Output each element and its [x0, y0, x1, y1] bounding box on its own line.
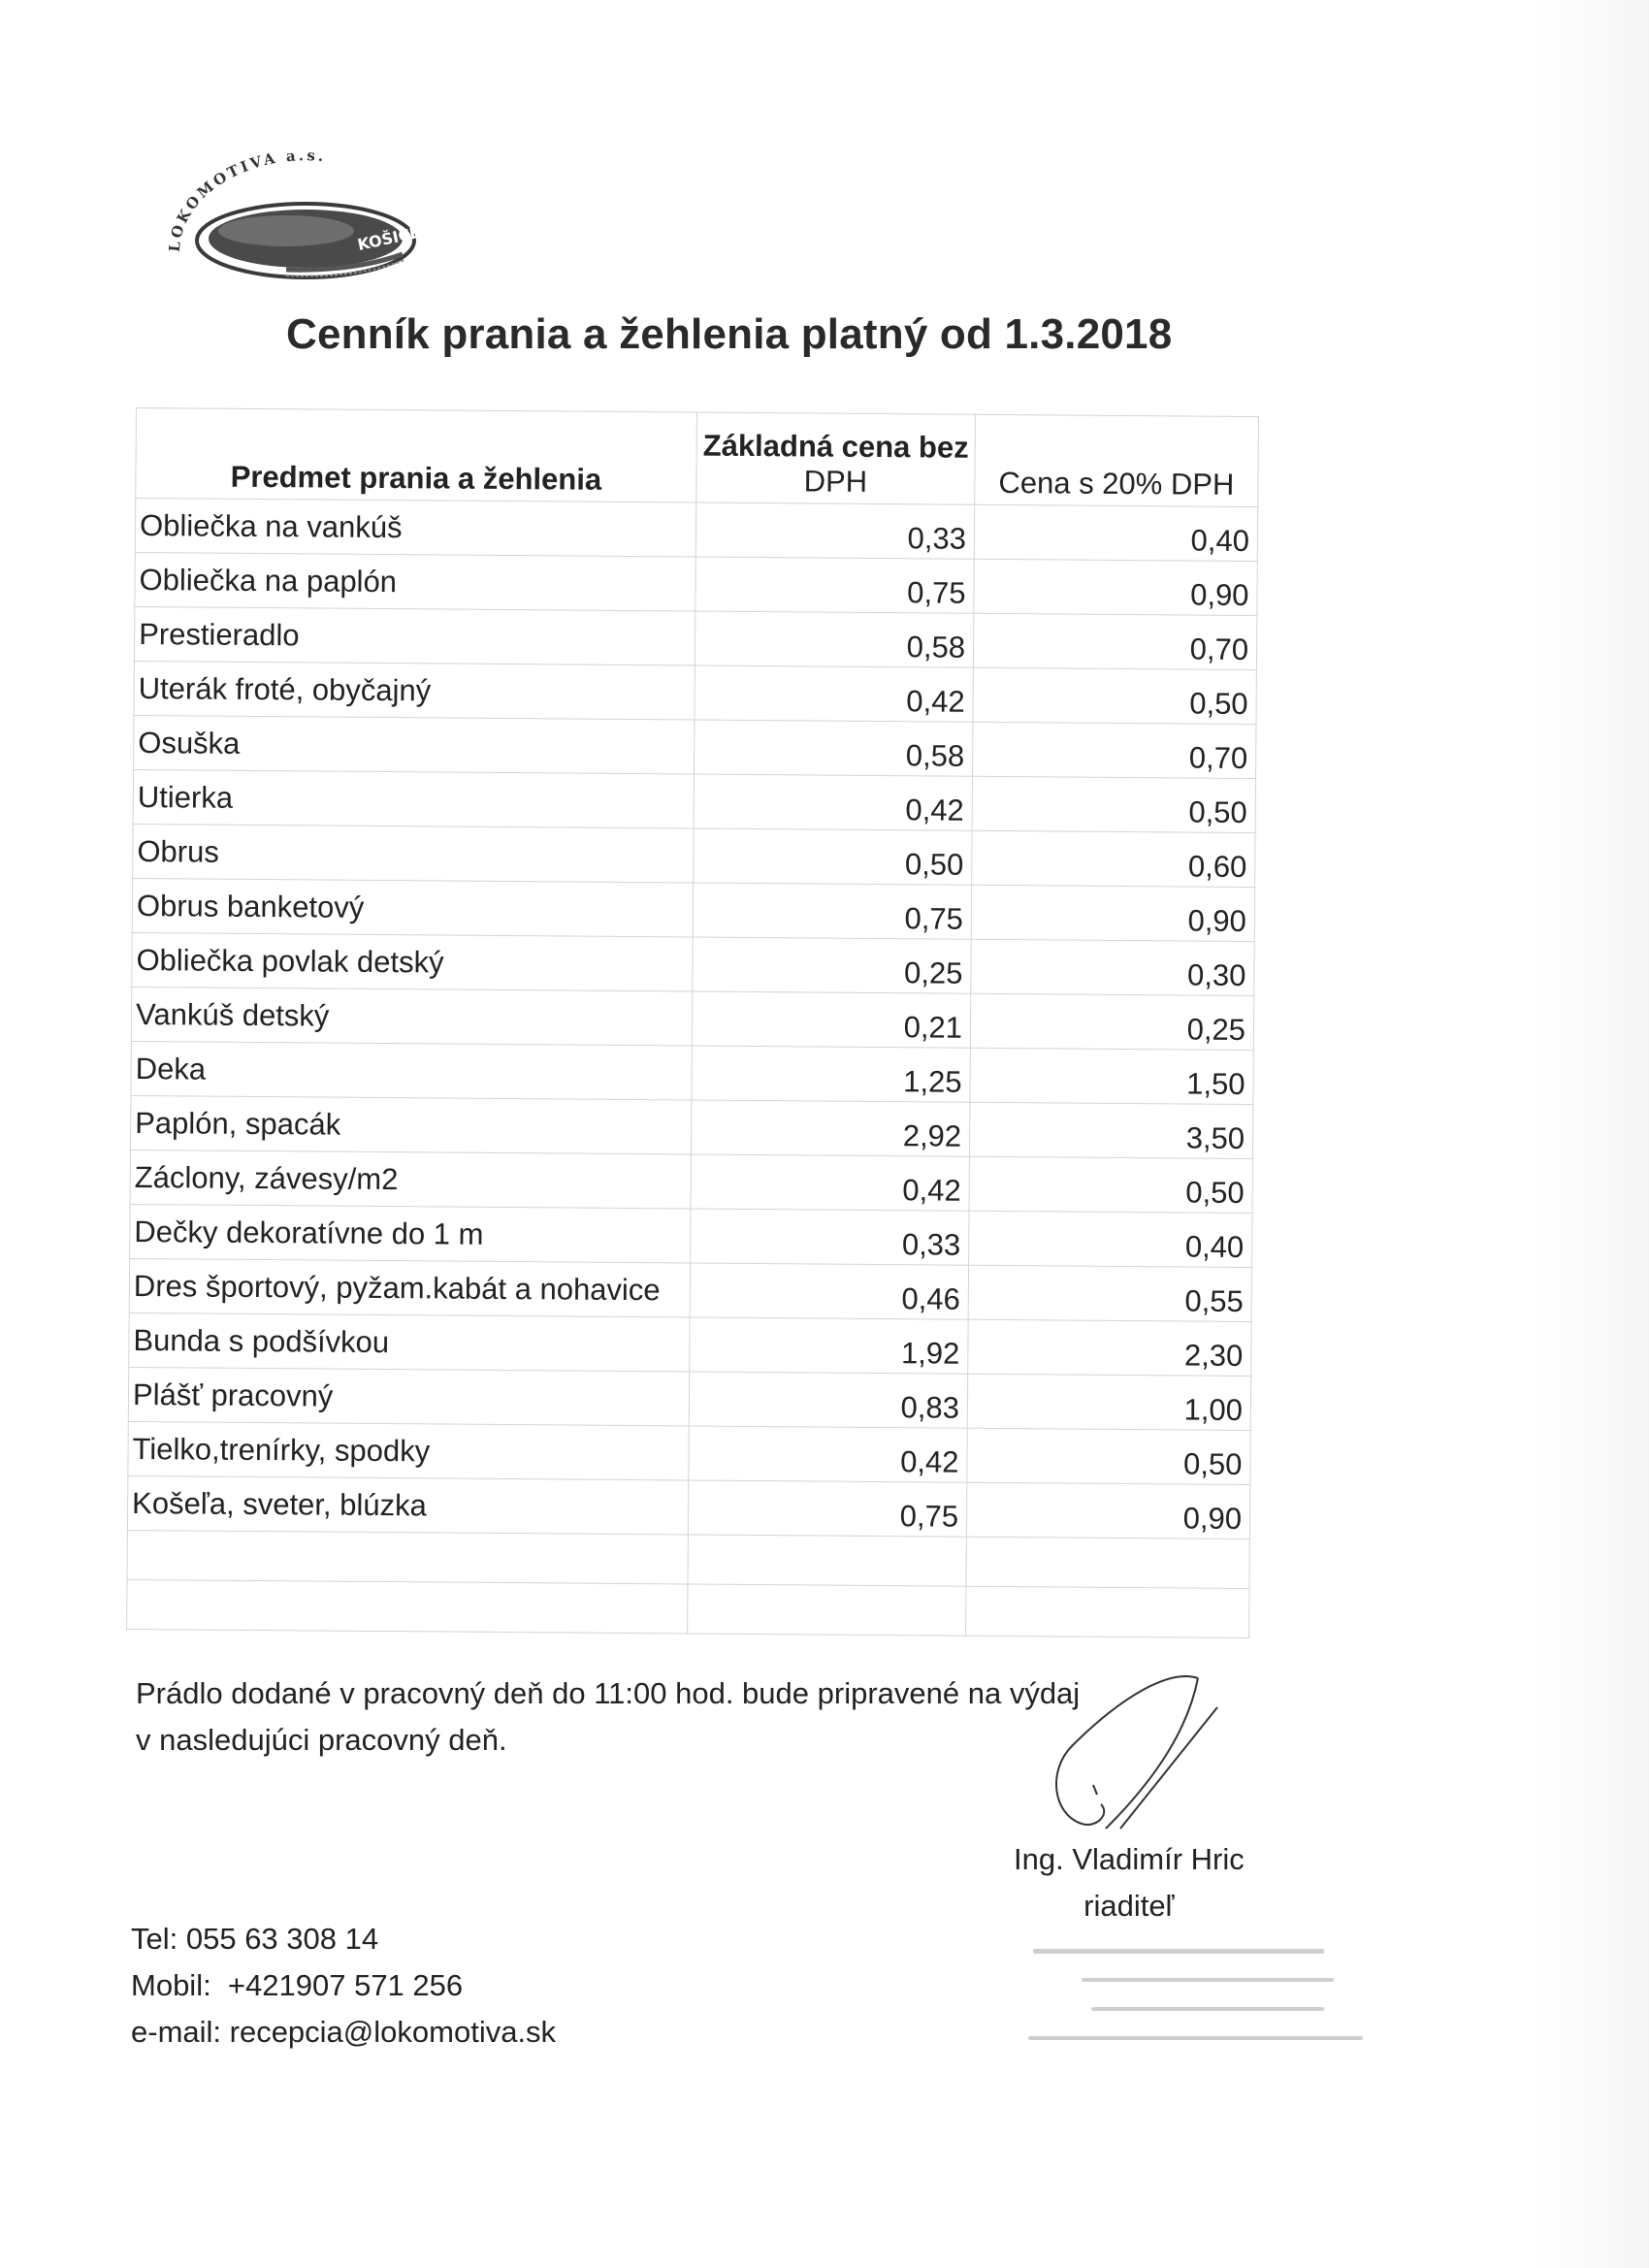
row-vat-price: 0,50 [973, 667, 1256, 724]
row-vat-price: 0,40 [969, 1211, 1252, 1267]
table-row [129, 1258, 1251, 1321]
row-base-price: 0,42 [694, 774, 972, 830]
row-item-name: Obrus [133, 824, 694, 883]
row-base-price: 1,25 [692, 1046, 970, 1102]
row-base-price: 0,58 [695, 611, 973, 667]
row-vat-price: 0,40 [974, 504, 1257, 561]
table-row [130, 1095, 1252, 1158]
row-base-price: 0,33 [691, 1209, 969, 1265]
handwritten-signature [1043, 1669, 1237, 1843]
row-item-name: Uterák froté, obyčajný [134, 661, 695, 720]
row-base-price: 0,46 [690, 1263, 968, 1319]
table-row-empty [127, 1579, 1249, 1637]
row-item-name: Dres športový, pyžam.kabát a nohavice [129, 1258, 690, 1317]
row-item-name: Bunda s podšívkou [129, 1312, 690, 1372]
faded-company-stamp [1023, 1935, 1373, 2061]
row-item-name: Utierka [133, 769, 694, 828]
row-item-name: Záclony, závesy/m2 [130, 1150, 691, 1209]
table-row [134, 606, 1256, 669]
empty-cell [966, 1537, 1249, 1588]
header-vat-price: Cena s 20% DPH [975, 414, 1259, 506]
row-base-price: 0,50 [694, 828, 972, 885]
delivery-note-line2: v nasledujúci pracovný deň. [136, 1723, 507, 1757]
contact-phone: Tel: 055 63 308 14 [131, 1922, 379, 1956]
row-base-price: 0,42 [695, 665, 973, 722]
row-item-name: Dečky dekoratívne do 1 m [130, 1204, 691, 1263]
row-vat-price: 0,30 [971, 939, 1254, 995]
row-vat-price: 1,50 [970, 1048, 1253, 1104]
row-vat-price: 0,90 [971, 885, 1254, 941]
table-row [132, 932, 1254, 995]
table-row-empty [127, 1530, 1249, 1588]
row-item-name: Deka [131, 1041, 692, 1100]
row-item-name: Tielko,trenírky, spodky [128, 1421, 689, 1480]
contact-block [131, 1916, 556, 2056]
table-row [128, 1367, 1250, 1430]
row-vat-price: 0,55 [968, 1265, 1251, 1321]
table-row [134, 715, 1256, 778]
table-row [129, 1312, 1251, 1376]
row-base-price: 2,92 [691, 1100, 969, 1156]
table-row [135, 552, 1257, 615]
logo-emblem [160, 146, 432, 291]
scan-page-edge [1533, 0, 1649, 2268]
delivery-note [136, 1670, 1080, 1764]
signer-block [1014, 1836, 1245, 1929]
row-vat-price: 0,60 [972, 830, 1255, 887]
table-row [131, 987, 1253, 1050]
row-item-name: Obliečka povlak detský [132, 932, 693, 991]
table-row [135, 499, 1257, 562]
row-vat-price: 0,70 [973, 613, 1256, 669]
row-vat-price: 0,50 [969, 1156, 1252, 1213]
row-item-name: Prestieradlo [134, 606, 695, 665]
empty-cell [688, 1535, 966, 1586]
row-vat-price: 0,90 [974, 559, 1257, 615]
table-row [128, 1421, 1250, 1484]
empty-cell [688, 1584, 966, 1636]
row-vat-price: 0,50 [967, 1428, 1250, 1484]
signer-role: riaditeľ [1083, 1889, 1175, 1923]
row-item-name: Obliečka na paplón [135, 552, 695, 611]
row-base-price: 0,25 [693, 937, 971, 993]
row-item-name: Obliečka na vankúš [135, 499, 695, 558]
table-body [127, 499, 1258, 1638]
row-base-price: 0,75 [693, 883, 971, 939]
table-row [127, 1475, 1249, 1539]
row-item-name: Košeľa, sveter, blúzka [127, 1475, 688, 1535]
header-base-line2: DPH [803, 464, 868, 499]
header-base-line1: Základná cena bez [702, 428, 969, 465]
row-vat-price: 1,00 [967, 1374, 1250, 1430]
row-vat-price: 3,50 [969, 1102, 1252, 1158]
page-title: Cenník prania a žehlenia platný od 1.3.2018 [286, 310, 1173, 358]
delivery-note-line1: Prádlo dodané v pracovný deň do 11:00 hod. bude pripravené na výdaj [136, 1676, 1081, 1710]
row-vat-price: 0,90 [966, 1482, 1249, 1539]
row-base-price: 0,42 [691, 1154, 969, 1211]
row-base-price: 0,75 [695, 557, 974, 613]
table-row [132, 878, 1254, 941]
table-row [131, 1041, 1253, 1104]
row-item-name: Paplón, spacák [130, 1095, 691, 1154]
empty-cell [127, 1530, 688, 1584]
header-base-price [696, 412, 976, 504]
row-base-price: 0,33 [695, 502, 974, 559]
row-vat-price: 2,30 [968, 1319, 1251, 1376]
row-base-price: 0,42 [689, 1426, 967, 1482]
table-row [133, 769, 1255, 832]
row-vat-price: 0,50 [972, 776, 1255, 832]
row-base-price: 0,21 [692, 991, 970, 1048]
signer-name: Ing. Vladimír Hric [1014, 1842, 1245, 1876]
row-item-name: Osuška [134, 715, 695, 774]
row-base-price: 1,92 [690, 1317, 968, 1374]
row-item-name: Plášť pracovný [128, 1367, 689, 1426]
row-item-name: Obrus banketový [132, 878, 693, 937]
row-base-price: 0,58 [695, 720, 973, 776]
empty-cell [966, 1586, 1249, 1637]
row-base-price: 0,75 [688, 1480, 966, 1537]
row-vat-price: 0,70 [973, 722, 1256, 778]
table-row [130, 1150, 1252, 1213]
logo-arc-text: LOKOMOTIVA a.s. [165, 146, 328, 253]
contact-email: e-mail: recepcia@lokomotiva.sk [131, 2015, 557, 2049]
row-item-name: Vankúš detský [131, 987, 692, 1046]
company-logo [160, 146, 432, 291]
logo-center-text: KOŠICE [355, 222, 422, 254]
price-table [126, 407, 1259, 1638]
table-row [134, 661, 1256, 724]
header-item: Predmet prania a žehlenia [136, 408, 697, 503]
row-base-price: 0,83 [689, 1372, 967, 1428]
row-vat-price: 0,25 [970, 993, 1253, 1050]
table-header-row [136, 408, 1259, 507]
table-row [130, 1204, 1252, 1267]
contact-mobile: Mobil: +421907 571 256 [131, 1968, 464, 2002]
empty-cell [127, 1579, 688, 1634]
table-row [133, 824, 1255, 887]
